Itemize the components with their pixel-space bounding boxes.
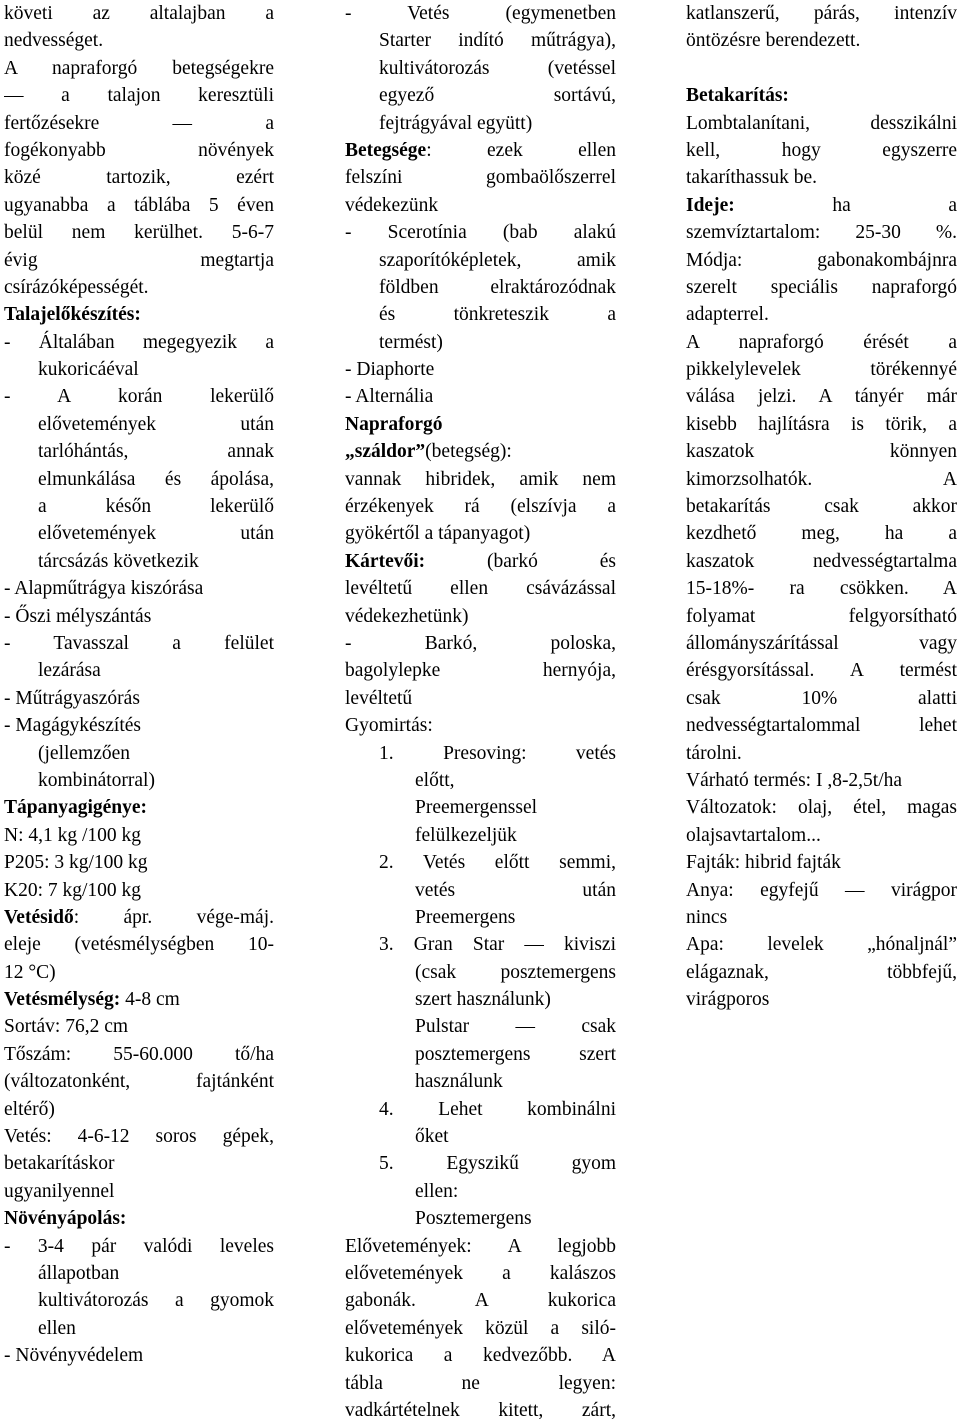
text-line: szert használunk) [415, 989, 551, 1011]
text-line: Lombtalanítani, desszikálni [686, 112, 957, 134]
text-line: Preemergenssel [415, 797, 538, 819]
text-line: takaríthassuk be. [686, 167, 818, 189]
text-line: ugyanabba a táblába 5 éven [4, 194, 274, 216]
text-line: P205: 3 kg/100 kg [4, 852, 148, 874]
line-text: : ezek ellen [426, 139, 616, 161]
text-line: elmunkálása és ápolása, [38, 468, 274, 490]
text-line: érzékenyek rá (elszívja a [345, 496, 616, 518]
text-line: érésgyorsítással. A termést [686, 660, 957, 682]
text-line: olajsavtartalom... [686, 824, 821, 846]
text-line: betakarításkor [4, 1153, 115, 1175]
text-line: Tápanyagigénye: [4, 797, 148, 819]
text-line: nedvességet. [4, 30, 104, 52]
text-line: 2. Vetés előtt semmi, [379, 852, 616, 874]
text-line: - Alapműtrágya kiszórása [4, 578, 204, 600]
text-line: kultivátorozás (vetéssel [379, 57, 616, 79]
text-line: Anya: egyfejű — virágpor [686, 879, 957, 901]
text-line: 3. Gran Star — kiviszi [379, 934, 616, 956]
bold-label: Kártevői: [345, 550, 426, 572]
text-line: 15-18%- ra csökken. A [686, 578, 957, 600]
text-line: szemvíztartalom: 25-30 %. [686, 222, 957, 244]
text-line: tábla ne legyen: [345, 1372, 616, 1394]
text-line: kultivátorozás a gyomok [38, 1290, 274, 1312]
text-line: (változatonként, fajtánként [4, 1071, 274, 1093]
text-line: öntözésre berendezett. [686, 30, 861, 52]
text-line: A napraforgó betegségekre [4, 57, 274, 79]
text-line: évig megtartja [4, 249, 274, 271]
bold-label: Vetésmélység: [4, 989, 121, 1011]
text-line: és tönkreteszik a [379, 304, 616, 326]
text-line: virágporos [686, 989, 770, 1011]
text-line: K20: 7 kg/100 kg [4, 879, 142, 901]
text-line: ellen: [415, 1180, 459, 1202]
text-line: felülkezeljük [415, 824, 517, 846]
text-line: kaszatok nedvességtartalma [686, 550, 957, 572]
text-line: fejtrágyával együtt) [379, 112, 533, 134]
text-line: Gyomirtás: [345, 715, 433, 737]
text-line: elővetemények után [38, 413, 274, 435]
text-line: levéltetű [345, 687, 413, 709]
text-line: egyező sortávú, [379, 85, 616, 107]
text-line: elővetemények közül a siló- [345, 1317, 616, 1339]
line-text: (barkó és [425, 550, 616, 572]
text-line: Fajták: hibrid fajták [686, 852, 841, 874]
text-line [345, 548, 616, 575]
text-line: - Barkó, poloska, [345, 632, 616, 654]
line-text: : ápr. vége-máj. [73, 906, 274, 928]
text-line: állományszárítással vagy [686, 632, 957, 654]
text-line [686, 55, 957, 82]
text-line: védekezhetünk) [345, 605, 469, 627]
text-line: kukoricáéval [38, 359, 139, 381]
text-line: - Tavasszal a felület [4, 632, 274, 654]
text-line [4, 986, 274, 1013]
text-line [345, 438, 616, 465]
text-line: Posztemergens [415, 1208, 532, 1230]
text-line: kaszatok könnyen [686, 441, 957, 463]
text-line: elágaznak, többfejű, [686, 961, 957, 983]
text-line [686, 192, 957, 219]
text-line: - Vetés (egymenetben [345, 3, 616, 24]
text-line: nedvességtartalommal lehet [686, 715, 957, 737]
text-line: katlanszerű, párás, intenzív [686, 3, 957, 24]
text-line: gabonák. A kukorica [345, 1290, 616, 1312]
text-line: Elővetemények: A legjobb [345, 1235, 616, 1257]
text-line: Preemergens [415, 906, 516, 928]
bold-label: Vetésidő [4, 906, 74, 928]
text-line: előtt, [415, 769, 455, 791]
text-line: válása jelzi. A tányér már [686, 386, 957, 408]
column-middle [345, 0, 616, 1424]
bold-label: Ideje: [686, 194, 735, 216]
text-line: — a talajon keresztüli [4, 85, 274, 107]
text-line: Változatok: olaj, étel, magas [686, 797, 957, 819]
text-line: gyökértől a tápanyagot) [345, 523, 531, 545]
line-text: 4-8 cm [120, 989, 180, 1011]
text-line: (jellemzően [38, 742, 131, 764]
text-line: használunk [415, 1071, 503, 1093]
text-line: csírázóképességét. [4, 276, 149, 298]
text-line: a későn lekerülő [38, 496, 274, 518]
text-line: Vetés: 4-6-12 soros gépek, [4, 1126, 274, 1148]
text-line: A napraforgó érését a [686, 331, 957, 353]
column-left [4, 0, 274, 1370]
bold-label: „száldor” [345, 441, 426, 463]
text-line: védekezünk [345, 194, 439, 216]
text-line: - Alternália [345, 386, 434, 408]
text-line: őket [415, 1126, 449, 1148]
text-line [345, 137, 616, 164]
line-text: ha a [734, 194, 957, 216]
text-line: - Növényvédelem [4, 1345, 144, 1367]
text-line: ugyanilyennel [4, 1180, 115, 1202]
text-line: 12 °C) [4, 961, 56, 983]
text-line: Várható termés: I ,8-2,5t/ha [686, 769, 903, 791]
text-line: Betakarítás: [686, 85, 789, 107]
text-line: 1. Presoving: vetés [379, 742, 616, 764]
text-line: betakarítás csak akkor [686, 496, 957, 518]
text-line: fertőzésekre — a [4, 112, 274, 134]
text-line: levéltetű ellen csávázással [345, 578, 616, 600]
text-line: belül nem kerülhet. 5-6-7 [4, 222, 274, 244]
text-line: tárcsázás következik [38, 550, 199, 572]
text-line: eleje (vetésmélységben 10- [4, 934, 274, 956]
text-line: - A korán lekerülő [4, 386, 274, 408]
text-line: nincs [686, 906, 728, 928]
text-line: kombinátorral) [38, 769, 155, 791]
text-line: kezdhető meg, ha a [686, 523, 957, 545]
text-line: Talajelőkészítés: [4, 304, 141, 326]
text-line: közé tartozik, ezért [4, 167, 274, 189]
text-line: kukorica a kedvezőbb. A [345, 1345, 616, 1367]
text-line: állapotban [38, 1262, 120, 1284]
text-line: posztemergens szert [415, 1043, 616, 1065]
text-line: Tőszám: 55-60.000 tő/ha [4, 1043, 274, 1065]
text-line: ellen [38, 1317, 76, 1339]
text-line: vadkártételnek kitett, zárt, [345, 1399, 616, 1421]
text-line: (csak posztemergens [415, 961, 616, 983]
text-line [4, 904, 274, 931]
text-line: felszíni gombaölőszerrel [345, 167, 616, 189]
text-line: - Scerotínia (bab alakú [345, 222, 616, 244]
text-line: bagolylepke hernyója, [345, 660, 616, 682]
text-line: adapterrel. [686, 304, 769, 326]
text-line: - Általában megegyezik a [4, 331, 274, 353]
text-line: szerelt speciális napraforgó [686, 276, 957, 298]
text-line: csak 10% alatti [686, 687, 957, 709]
bold-label: Betegsége [345, 139, 427, 161]
text-line: elővetemények után [38, 523, 274, 545]
text-line: - Magágykészítés [4, 715, 141, 737]
text-line: követi az altalajban a [4, 3, 274, 24]
text-line: eltérő) [4, 1098, 55, 1120]
text-line: termést) [379, 331, 443, 353]
text-line: Starter indító műtrágya), [379, 30, 616, 52]
text-line: vetés után [415, 879, 616, 901]
text-line: - Őszi mélyszántás [4, 605, 152, 627]
text-line: pikkelylevelek törékennyé [686, 359, 957, 381]
text-line: elővetemények a kalászos [345, 1262, 616, 1284]
text-line: fogékonyabb növények [4, 139, 274, 161]
text-line: 4. Lehet kombinálni [379, 1098, 616, 1120]
text-line: kisebb hajlításra is törik, a [686, 413, 957, 435]
text-line: kimorzsolhatók. A [686, 468, 957, 490]
text-line: folyamat felgyorsítható [686, 605, 957, 627]
text-line: tarlóhántás, annak [38, 441, 274, 463]
text-line: lezárása [38, 660, 101, 682]
text-line: Napraforgó [345, 413, 443, 435]
text-line: - Diaphorte [345, 359, 435, 381]
text-line: Növényápolás: [4, 1208, 127, 1230]
text-line: N: 4,1 kg /100 kg [4, 824, 142, 846]
text-line: Pulstar — csak [415, 1016, 616, 1038]
column-right [686, 0, 957, 1013]
text-line: szaporítóképletek, amik [379, 249, 616, 271]
text-line: vannak hibridek, amik nem [345, 468, 616, 490]
text-line: tárolni. [686, 742, 742, 764]
text-line: földben elraktározódnak [379, 276, 616, 298]
text-line: Módja: gabonakombájnra [686, 249, 957, 271]
text-line: kell, hogy egyszerre [686, 139, 957, 161]
text-line: Sortáv: 76,2 cm [4, 1016, 129, 1038]
text-line: Apa: levelek „hónaljnál” [686, 934, 957, 956]
line-text: (betegség): [425, 441, 512, 463]
text-line: - 3-4 pár valódi leveles [4, 1235, 274, 1257]
text-line: - Műtrágyaszórás [4, 687, 140, 709]
text-line: 5. Egyszikű gyom [379, 1153, 616, 1175]
